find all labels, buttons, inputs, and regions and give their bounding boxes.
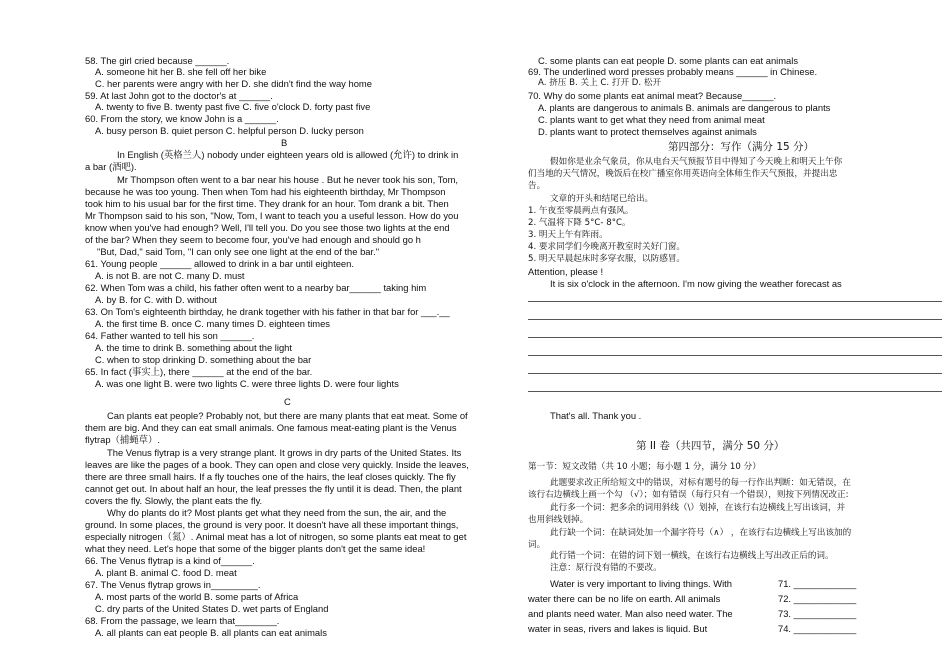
passage-c-p3-line1: Why do plants do it? Most plants get what they need from the sun, the air, and the bbox=[107, 507, 447, 518]
question-68-options-ab: A. all plants can eat people B. all plants can eat animals bbox=[95, 627, 327, 638]
question-61: 61. Young people ______ allowed to drink in a bar until eighteen. bbox=[85, 258, 354, 269]
proofread-line-71: Water is very important to living things. With bbox=[550, 578, 733, 589]
section-1-rule-5: 此行缺一个词：在缺词处加一个漏字符号（∧） ，在该行右边横线上写出该加的 bbox=[550, 528, 852, 538]
section-1-rule-1: 此题要求改正所给短文中的错误，对标有题号的每一行作出判断：如无错误，在 bbox=[550, 478, 851, 488]
passage-b-p2-line6: of the bar? When they seem to become four, you've had enough and should go h bbox=[85, 234, 421, 245]
question-63: 63. On Tom's eighteenth birthday, he drank together with his father in that bar for ___.__ bbox=[85, 306, 450, 317]
passage-b-p2-line3: took him to his usual bar for the first time. They drank for an hour. Tom drank a bit. Then bbox=[85, 198, 449, 209]
proofread-line-73: and plants need water. Man also need water. The bbox=[528, 608, 733, 619]
writing-point-4: 4. 要求同学们今晚离开教室时关好门窗。 bbox=[528, 242, 686, 252]
answer-blank-72[interactable]: 72. ____________ bbox=[778, 593, 857, 604]
section-1-rule-4: 也用斜线划掉。 bbox=[528, 515, 589, 525]
answer-blank-74[interactable]: 74. ____________ bbox=[778, 623, 857, 634]
volume-2-title: 第 II 卷（共四节，满分 50 分） bbox=[636, 440, 785, 452]
question-64: 64. Father wanted to tell his son ______. bbox=[85, 330, 255, 341]
writing-attention: Attention, please ! bbox=[528, 266, 604, 277]
writing-prompt-line2: 们当地的天气情况，晚饭后在校广播室你用英语向全体师生作天气预报，并提出忠 bbox=[528, 169, 838, 179]
passage-c-p2-line1: The Venus flytrap is a very strange plant. It grows in dry parts of the United States. Its bbox=[107, 447, 462, 458]
answer-blank-73[interactable]: 73. ____________ bbox=[778, 608, 857, 619]
proofread-line-72: water there can be no life on earth. All animals bbox=[528, 593, 721, 604]
writing-point-1: 1. 午夜至零晨两点有强风。 bbox=[528, 206, 634, 216]
passage-c-p3-line3: especially nitrogen（氮）. Animal meat has a lot of nitrogen, so some plants eat meat to get bbox=[85, 531, 467, 542]
section-c-heading: C bbox=[284, 396, 291, 407]
passage-b-p2-line2: because he was too young. Then when Tom had his eighteenth birthday, Mr Thompson bbox=[85, 186, 446, 197]
question-68-options-cd: C. some plants can eat people D. some plants can eat animals bbox=[538, 55, 799, 66]
writing-line-1 bbox=[528, 301, 942, 302]
question-64-options-ab: A. the time to drink B. something about the light bbox=[95, 342, 292, 353]
passage-c-p1-line2: them are big. And they can eat small animals. One famous meat-eating plant is the Venus bbox=[85, 422, 457, 433]
passage-b-p1-line2: a bar (酒吧). bbox=[85, 161, 137, 172]
section-1-rule-3: 此行多一个词：把多余的词用斜线（\）划掉，在该行右边横线上写出该词，并 bbox=[550, 503, 846, 513]
question-70-option-d: D. plants want to protect themselves against animals bbox=[538, 126, 757, 137]
passage-b-p2-line1: Mr Thompson often went to a bar near his house . But he never took his son, Tom, bbox=[117, 174, 458, 185]
writing-line-5 bbox=[528, 373, 942, 374]
question-66-options: A. plant B. animal C. food D. meat bbox=[95, 567, 237, 578]
passage-c-p2-line2: leaves are like the pages of a book. They can open and close very quickly. Inside the leaves, bbox=[85, 459, 469, 470]
passage-c-p3-line4: what they need. Let's hope that some of the bigger plants don't get the same idea! bbox=[85, 543, 426, 554]
passage-b-p2-line5: know when you've had enough? Well, I'll tell you. Do you see those two lights at the end bbox=[85, 222, 450, 233]
section-1-rule-2: 该行右边横线上画一个勾 （√）；如有错误（每行只有一个错误），则按下列情况改正: bbox=[528, 490, 849, 500]
question-68: 68. From the passage, we learn that________. bbox=[85, 615, 280, 626]
question-58: 58. The girl cried because ______. bbox=[85, 55, 230, 66]
section-1-rule-7: 此行错一个词：在错的词下划一横线，在该行右边横线上写出改正后的词。 bbox=[550, 551, 834, 561]
question-69-options: A. 挤压 B. 关上 C. 打开 D. 松开 bbox=[538, 78, 662, 88]
question-67-options-cd: C. dry parts of the United States D. wet parts of England bbox=[95, 603, 329, 614]
question-59: 59. At last John got to the doctor's at ______. bbox=[85, 90, 273, 101]
question-62-options: A. by B. for C. with D. without bbox=[95, 294, 217, 305]
question-62: 62. When Tom was a child, his father often went to a nearby bar______ taking him bbox=[85, 282, 427, 293]
section-1-rule-6: 词。 bbox=[528, 540, 546, 550]
proofread-line-74: water in seas, rivers and lakes is liquid. But bbox=[528, 623, 708, 634]
question-60: 60. From the story, we know John is a ______. bbox=[85, 113, 279, 124]
part4-writing-title: 第四部分：写作（满分 15 分） bbox=[668, 141, 815, 153]
writing-point-3: 3. 明天上午有阵雨。 bbox=[528, 230, 608, 240]
section-1-note: 注意：原行没有错的不要改。 bbox=[550, 563, 662, 573]
question-70: 70. Why do some plants eat animal meat? Because______. bbox=[528, 90, 777, 101]
question-63-options: A. the first time B. once C. many times D. eighteen times bbox=[95, 318, 330, 329]
passage-c-p2-line4: cannot get out. In about half an hour, the leaf presses the fly until it is dead. Then, the plant bbox=[85, 483, 462, 494]
writing-line-3 bbox=[528, 337, 942, 338]
question-65-options: A. was one light B. were two lights C. were three lights D. were four lights bbox=[95, 378, 399, 389]
writing-line-6 bbox=[528, 391, 942, 392]
passage-c-p2-line3: there are three small hairs. If a fly touches one of the hairs, the leaf closes quickly. The fly bbox=[85, 471, 456, 482]
writing-prompt-line1: 假如你是业余气象员，你从电台天气预报节目中得知了今天晚上和明天上午你 bbox=[550, 157, 843, 167]
passage-c-p2-line5: covers the fly. Slowly, the plant eats the fly. bbox=[85, 495, 263, 506]
section-b-heading: B bbox=[281, 137, 288, 148]
question-64-options-cd: C. when to stop drinking D. something about the bar bbox=[95, 354, 312, 365]
writing-prompt-line3: 告。 bbox=[528, 181, 546, 191]
question-61-options: A. is not B. are not C. many D. must bbox=[95, 270, 245, 281]
answer-blank-71[interactable]: 71. ____________ bbox=[778, 578, 857, 589]
passage-c-p1-line3: flytrap（捕蝇草）. bbox=[85, 434, 161, 445]
passage-b-p2-line7: "But, Dad," said Tom, "I can only see one light at the end of the bar." bbox=[97, 246, 380, 257]
passage-b-p2-line4: Mr Thompson said to his son, "Now, Tom, I want to teach you a useful lesson. How do you bbox=[85, 210, 459, 221]
question-58-options-cd: C. her parents were angry with her D. she didn't find the way home bbox=[95, 78, 372, 89]
writing-line-2 bbox=[528, 319, 942, 320]
passage-c-p1-line1: Can plants eat people? Probably not, but there are many plants that eat meat. Some of bbox=[107, 410, 468, 421]
question-67-options-ab: A. most parts of the world B. some parts of Africa bbox=[95, 591, 299, 602]
writing-line-4 bbox=[528, 355, 942, 356]
question-59-options: A. twenty to five B. twenty past five C. five o'clock D. forty past five bbox=[95, 101, 371, 112]
writing-point-2: 2. 气温将下降 5°C- 8°C。 bbox=[528, 218, 631, 228]
question-70-options-ab: A. plants are dangerous to animals B. animals are dangerous to plants bbox=[538, 102, 831, 113]
writing-prompt-note: 文章的开头和结尾已给出。 bbox=[550, 194, 654, 204]
writing-opening-sentence: It is six o'clock in the afternoon. I'm now giving the weather forecast as bbox=[550, 278, 842, 289]
passage-c-p3-line2: ground. In some places, the ground is very poor. It doesn't have all these important things, bbox=[85, 519, 459, 530]
writing-closing-sentence: That's all. Thank you . bbox=[550, 410, 642, 421]
section-1-title: 第一节：短文改错（共 10 小题；每小题 1 分，满分 10 分） bbox=[528, 462, 761, 472]
passage-b-p1-line1: In English (英格兰人) nobody under eighteen years old is allowed (允许) to drink in bbox=[117, 149, 459, 160]
question-60-options: A. busy person B. quiet person C. helpful person D. lucky person bbox=[95, 125, 364, 136]
question-67: 67. The Venus flytrap grows in_________. bbox=[85, 579, 261, 590]
question-58-options-ab: A. someone hit her B. she fell off her bike bbox=[95, 66, 267, 77]
question-65: 65. In fact (事实上), there ______ at the end of the bar. bbox=[85, 366, 313, 377]
question-66: 66. The Venus flytrap is a kind of______. bbox=[85, 555, 255, 566]
writing-point-5: 5. 明天早晨起床时多穿衣服，以防感冒。 bbox=[528, 254, 686, 264]
question-70-option-c: C. plants want to get what they need from animal meat bbox=[538, 114, 765, 125]
question-69: 69. The underlined word presses probably means ______ in Chinese. bbox=[528, 66, 818, 77]
